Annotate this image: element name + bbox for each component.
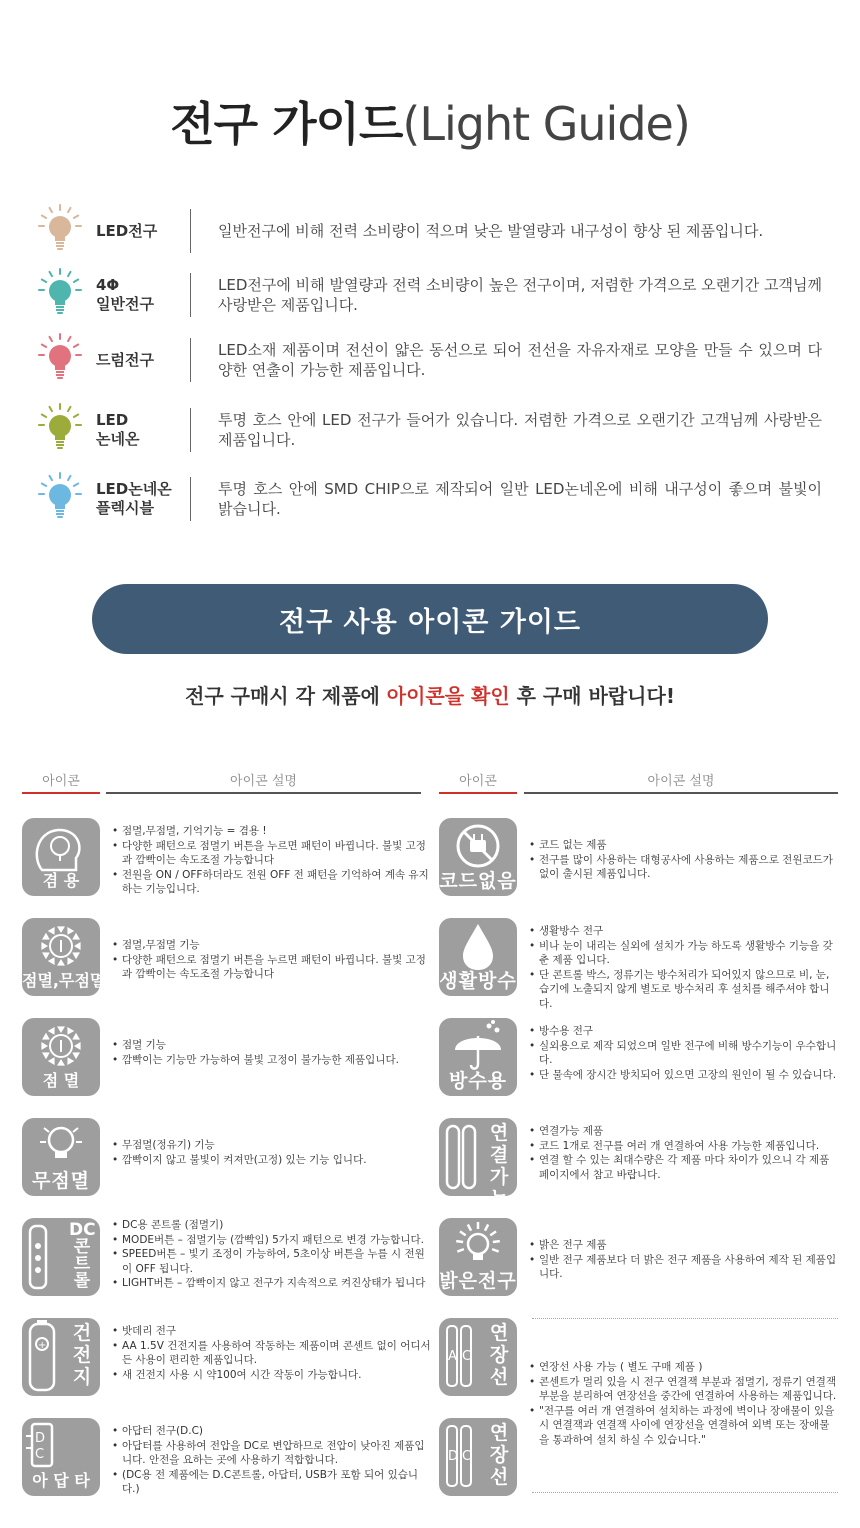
bulb-icon <box>38 272 82 318</box>
desc-line: • 점멸 기능 <box>112 1038 434 1053</box>
no-cord-icon <box>439 818 517 896</box>
steady-bulb-icon <box>22 1118 100 1196</box>
icon-label: 점멸,무점멸 <box>22 971 106 990</box>
desc-line: • 점멸,무점멸 기능 <box>112 938 434 953</box>
icon-label: DC 콘 트 롤 <box>69 1220 96 1291</box>
water-drop-icon <box>439 918 517 996</box>
svg-text:C: C <box>462 1349 472 1364</box>
light-type-name: LED전구 <box>96 221 158 240</box>
icon-label: 점 멸 <box>42 1071 80 1090</box>
flash-bulb-icon <box>22 1018 100 1096</box>
light-guide-row <box>30 474 830 524</box>
notice-text-end: 후 구매 바랍니다! <box>509 684 675 708</box>
desc-line: • 콘센트가 멀리 있을 시 전구 연결잭 부분과 점멸기, 정류기 연결잭 부분을 분리하여 연장선을 중간에 연결하여 사용하는 제품입니다. <box>529 1375 839 1404</box>
light-type-desc: 투명 호스 안에 LED 전구가 들어가 있습니다. 저렴한 가격으로 오랜기간 고객님께 사랑받은 제품입니다. <box>218 411 822 449</box>
bright-bulb-icon <box>439 1218 517 1296</box>
bulb-icon <box>38 208 82 254</box>
desc-line: • DC용 콘트롤 (점멸기) <box>112 1218 434 1233</box>
page-title <box>0 88 860 154</box>
divider <box>190 338 191 382</box>
extension-ac-icon <box>439 1318 517 1396</box>
desc-line: • 코드 없는 제품 <box>529 838 839 853</box>
desc-line: • LIGHT버튼 – 깜빡이지 않고 전구가 지속적으로 켜진상태가 됩니다 <box>112 1276 434 1291</box>
bulb-icon <box>38 476 82 522</box>
umbrella-icon <box>439 1018 517 1096</box>
divider <box>190 209 191 253</box>
desc-line: • 다양한 패턴으로 점멸기 버튼을 누르면 패턴이 바뀝니다. 불빛 고정과 깜빡이는 속도조절 가능합니다 <box>112 953 434 982</box>
icon-guide-banner: 전구 사용 아이콘 가이드 <box>92 584 768 654</box>
desc-line: • 전구를 많이 사용하는 대형공사에 사용하는 제품으로 전원코드가 없이 출시된 제품입니다. <box>529 853 839 882</box>
bulb-icon <box>38 407 82 453</box>
desc-line: • 전원을 ON / OFF하더라도 전원 OFF 전 패턴을 기억하여 계속 유지하는 기능입니다. <box>112 868 434 897</box>
icon-label: 밝은전구 <box>439 1270 517 1292</box>
desc-line: • 연결가능 제품 <box>529 1124 839 1139</box>
desc-line: • 아답터를 사용하여 전압을 DC로 변압하므로 전압이 낮아진 제품입니다. 안전을 요하는 곳에 사용하기 적합합니다. <box>112 1439 434 1468</box>
extension-ac-label: 연 장 선 <box>489 1322 509 1388</box>
icon-label: 무점멸 <box>31 1170 91 1192</box>
svg-text:C: C <box>35 1447 45 1462</box>
light-type-desc: 일반전구에 비해 전력 소비량이 적으며 낮은 발열량과 내구성이 향상 된 제품입니다. <box>218 222 764 240</box>
light-type-desc: LED전구에 비해 발열량과 전력 소비량이 높은 전구이며, 저렴한 가격으로 오랜기간 고객님께 사랑받은 제품입니다. <box>218 276 822 314</box>
icon-label: 겸 용 <box>42 871 80 890</box>
desc-line: • (DC용 전 제품에는 D.C콘트롤, 아답터, USB가 포함 되어 있습니다.) <box>112 1468 434 1497</box>
icon-label: 코드없음 <box>439 870 517 892</box>
svg-text:D: D <box>448 1449 459 1464</box>
blink-bulb-icon <box>22 918 106 996</box>
desc-line: • SPEED버튼 – 빛기 조정이 가능하여, 5초이상 버튼을 누를 시 전원이 OFF 됩니다. <box>112 1247 434 1276</box>
desc-line: • 일반 전구 제품보다 더 밝은 전구 제품을 사용하여 제작 된 제품입니다. <box>529 1253 839 1282</box>
desc-line: • "전구를 여러 개 연결하여 설치하는 과정에 벽이나 장애물이 있을 시 연결잭과 연결잭 사이에 연장선을 연결하여 외벽 또는 장애물을 통과하여 설치 하실 수 있습니다." <box>529 1404 839 1448</box>
title-en: (Light Guide) <box>402 97 690 151</box>
light-type-name: LED논네온 플렉시블 <box>96 480 172 517</box>
divider <box>190 477 191 521</box>
desc-line: • 코드 1개로 전구를 여러 개 연결하여 사용 가능한 제품입니다. <box>529 1139 839 1154</box>
desc-line: • MODE버튼 – 점멸기능 (깜빡임) 5가지 패턴으로 변경 가능합니다. <box>112 1233 434 1248</box>
light-guide-row <box>30 335 830 385</box>
col-head-icon-left: 아이콘 <box>22 770 100 794</box>
title-ko: 전구 가이드 <box>170 97 403 151</box>
desc-line: • 밝은 전구 제품 <box>529 1238 839 1253</box>
adapter-icon <box>22 1418 100 1496</box>
desc-line: • 방수용 전구 <box>529 1024 839 1039</box>
desc-line: • AA 1.5V 건전지를 사용하여 작동하는 제품이며 콘센트 없이 어디서든 사용이 편리한 제품입니다. <box>112 1339 434 1368</box>
light-guide-row <box>30 270 830 320</box>
divider <box>190 273 191 317</box>
desc-line: • 다양한 패턴으로 점멸기 버튼을 누르면 패턴이 바뀝니다. 불빛 고정과 깜빡이는 속도조절 가능합니다 <box>112 839 434 868</box>
icon-label: 연 결 가 능 <box>489 1122 509 1210</box>
desc-line: • 생활방수 전구 <box>529 924 839 939</box>
desc-line: • 연결 할 수 있는 최대수량은 각 제품 마다 차이가 있으니 각 제품 페이지에서 참고 바랍니다. <box>529 1153 839 1182</box>
head-bulb-icon <box>22 818 100 896</box>
extension-dc-label: 연 장 선 <box>489 1422 509 1488</box>
desc-line: • 점멸,무점멸, 기억기능 = 겸용 ! <box>112 824 434 839</box>
svg-text:C: C <box>462 1449 472 1464</box>
desc-line: • 새 건전지 사용 시 약100여 시간 작동이 가능합니다. <box>112 1368 434 1383</box>
extension-dc-icon <box>439 1418 517 1496</box>
svg-text:+: + <box>38 1340 47 1351</box>
light-type-desc: 투명 호스 안에 SMD CHIP으로 제작되어 일반 LED논네온에 비해 내구성이 좋으며 불빛이 밝습니다. <box>218 480 822 518</box>
dc-controller-icon <box>22 1218 100 1296</box>
light-type-name: 드럼전구 <box>96 350 154 369</box>
desc-line: • 아답터 전구(D.C) <box>112 1424 434 1439</box>
icon-label: 건 전 지 <box>72 1322 92 1388</box>
light-type-name: 4Φ 일반전구 <box>96 276 154 313</box>
notice-highlight: 아이콘을 확인 <box>386 684 510 708</box>
svg-text:D: D <box>35 1431 46 1446</box>
col-head-desc-right: 아이콘 설명 <box>524 770 838 794</box>
purchase-notice <box>0 680 860 709</box>
light-guide-row <box>30 206 830 256</box>
col-head-icon-right: 아이콘 <box>439 770 517 794</box>
battery-icon <box>22 1318 100 1396</box>
desc-line: • 단 콘트롤 박스, 정류기는 방수처리가 되어있지 않으므로 비, 눈, 습기에 노출되지 않게 별도로 방수처리 후 설치를 해주셔야 합니다. <box>529 968 839 1012</box>
desc-line: • 밧데리 전구 <box>112 1324 434 1339</box>
desc-line: • 깜빡이는 기능만 가능하여 불빛 고정이 불가능한 제품입니다. <box>112 1053 434 1068</box>
svg-text:A: A <box>448 1349 457 1364</box>
desc-line: • 깜빡이지 않고 불빛이 켜져만(고정) 있는 기능 입니다. <box>112 1153 434 1168</box>
icon-label: 아 답 타 <box>32 1471 90 1490</box>
desc-line: • 연장선 사용 가능 ( 별도 구매 제품 ) <box>529 1360 839 1375</box>
notice-text: 전구 구매시 각 제품에 <box>185 684 387 708</box>
light-guide-row <box>30 405 830 455</box>
desc-line: • 무점멸(정유기) 기능 <box>112 1138 434 1153</box>
icon-label: 방수용 <box>448 1070 508 1092</box>
desc-line: • 비나 눈이 내리는 실외에 설치가 가능 하도록 생활방수 기능을 갖춘 제품 입니다. <box>529 939 839 968</box>
light-type-name: LED 논네온 <box>96 411 140 448</box>
desc-line: • 단 물속에 장시간 방치되어 있으면 고장의 원인이 될 수 있습니다. <box>529 1068 839 1083</box>
divider <box>190 408 191 452</box>
link-icon <box>439 1118 517 1210</box>
icon-label: 생활방수 <box>439 970 517 992</box>
light-type-desc: LED소재 제품이며 전선이 얇은 동선으로 되어 전선을 자유자재로 모양을 만들 수 있으며 다양한 연출이 가능한 제품입니다. <box>218 341 822 379</box>
bulb-icon <box>38 337 82 383</box>
desc-line: • 실외용으로 제작 되었으며 일반 전구에 비해 방수기능이 우수합니다. <box>529 1039 839 1068</box>
col-head-desc-left: 아이콘 설명 <box>106 770 421 794</box>
